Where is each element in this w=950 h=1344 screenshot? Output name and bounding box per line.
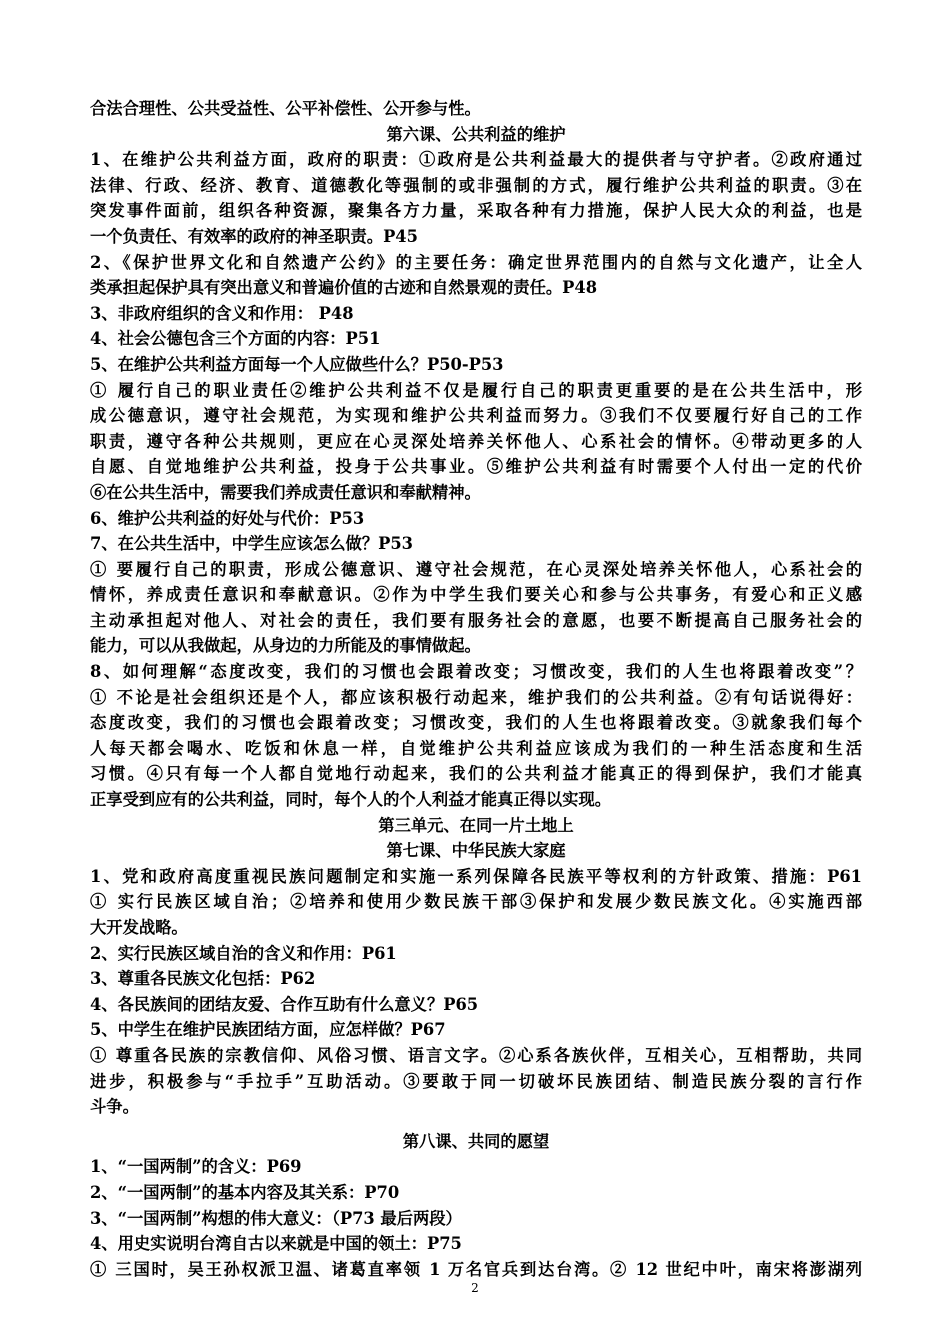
text-line: 职责，遵守各种公共规则，更应在心灵深处培养关怀他人、心系社会的情怀。④带动更多的人: [90, 431, 862, 451]
text-line: 进步，积极参与“手拉手”互助活动。③要敢于同一切破坏民族团结、制造民族分裂的言行作: [90, 1071, 862, 1091]
text-line: ① 履行自己的职业责任②维护公共利益不仅是履行自己的职责更重要的是在公共生活中，形: [90, 380, 862, 400]
text-line: ① 不论是社会组织还是个人，都应该积极行动起来，维护我们的公共利益。②有句话说得好：: [90, 687, 862, 707]
text-line: 6、维护公共利益的好处与代价：P53: [90, 508, 365, 528]
section-heading: 第八课、共同的愿望: [402, 1131, 550, 1151]
document-body: [90, 96, 862, 1282]
text-line: ① 实行民族区域自治；②培养和使用少数民族干部③保护和发展少数民族文化。④实施西部: [90, 892, 862, 912]
text-line: 类承担起保护具有突出意义和普遍价值的古迹和自然景观的责任。P48: [90, 278, 598, 298]
text-line: 1、在维护公共利益方面，政府的职责：①政府是公共利益最大的提供者与守护者。②政府通过: [90, 150, 862, 170]
text-line: 一个负责任、有效率的政府的神圣职责。P45: [90, 226, 418, 246]
text-line: 自愿、自觉地维护公共利益，投身于公共事业。⑤维护公共利益有时需要个人付出一定的代价: [90, 457, 862, 477]
text-line: 5、中学生在维护民族团结方面，应怎样做？P67: [90, 1020, 446, 1040]
text-line: 斗争。: [90, 1097, 139, 1117]
text-line: ⑥在公共生活中，需要我们养成责任意识和奉献精神。: [90, 482, 481, 502]
unit-heading: 第三单元、在同一片土地上: [378, 815, 574, 835]
text-line: 情怀，养成责任意识和奉献意识。②作为中学生我们要关心和参与公共事务，有爱心和正义感: [90, 585, 862, 605]
text-line: 法律、行政、经济、教育、道德教化等强制的或非强制的方式，履行维护公共利益的职责。③在: [90, 175, 862, 195]
text-line: 3、“一国两制”构想的伟大意义：（P73 最后两段）: [90, 1208, 462, 1228]
text-line: 8、如何理解“态度改变，我们的习惯也会跟着改变；习惯改变，我们的人生也将跟着改变”？: [90, 662, 862, 682]
text-line: 能力，可以从我做起，从身边的力所能及的事情做起。: [90, 636, 481, 656]
text-line: ① 要履行自己的职责，形成公德意识、遵守社会规范，在心灵深处培养关怀他人，心系社会的: [90, 559, 862, 579]
text-line: 3、尊重各民族文化包括：P62: [90, 969, 316, 989]
text-line: 4、用史实说明台湾自古以来就是中国的领土：P75: [90, 1234, 462, 1254]
text-line: 正享受到应有的公共利益，同时，每个人的个人利益才能真正得以实现。: [90, 790, 612, 810]
text-line: 突发事件面前，组织各种资源，聚集各方力量，采取各种有力措施，保护人民大众的利益，也是: [90, 201, 862, 221]
text-line: ① 三国时，吴王孙权派卫温、诸葛直率领 1 万名官兵到达台湾。② 12 世纪中叶，南宋将澎湖列: [90, 1259, 862, 1279]
text-line: 1、“一国两制”的含义：P69: [90, 1157, 302, 1177]
page-number: 2: [471, 1281, 479, 1295]
text-line: 3、非政府组织的含义和作用： P48: [90, 303, 354, 323]
section-heading: 第六课、公共利益的维护: [386, 124, 566, 144]
text-line: 5、在维护公共利益方面每一个人应做些什么？P50-P53: [90, 354, 504, 374]
spacer: [90, 1120, 862, 1129]
text-line: 4、社会公德包含三个方面的内容：P51: [90, 329, 381, 349]
text-line: 4、各民族间的团结友爱、合作互助有什么意义？P65: [90, 994, 479, 1014]
text-line: 主动承担起对他人、对社会的责任，我们要有服务社会的意愿，也要不断提高自己服务社会的: [90, 610, 862, 630]
section-heading: 第七课、中华民族大家庭: [386, 841, 566, 861]
text-line: 态度改变，我们的习惯也会跟着改变；习惯改变，我们的人生也将跟着改变。③就象我们每个: [90, 713, 862, 733]
text-line: 1、党和政府高度重视民族问题制定和实施一系列保障各民族平等权利的方针政策、措施：P61: [90, 866, 862, 886]
text-line: 2、实行民族区域自治的含义和作用：P61: [90, 943, 397, 963]
text-line: 2、“一国两制”的基本内容及其关系：P70: [90, 1182, 400, 1202]
text-line: 合法合理性、公共受益性、公平补偿性、公开参与性。: [90, 99, 481, 118]
text-line: 习惯。④只有每一个人都自觉地行动起来，我们的公共利益才能真正的得到保护，我们才能真: [90, 764, 862, 784]
text-line: 大开发战略。: [90, 918, 188, 937]
text-line: ① 尊重各民族的宗教信仰、风俗习惯、语言文字。②心系各族伙伴，互相关心，互相帮助，共同: [90, 1045, 862, 1065]
text-line: 2、《保护世界文化和自然遗产公约》的主要任务：确定世界范围内的自然与文化遗产，让全人: [90, 252, 862, 272]
text-line: 7、在公共生活中，中学生应该怎么做？P53: [90, 534, 414, 554]
text-line: 人每天都会喝水、吃饭和休息一样，自觉维护公共利益应该成为我们的一种生活态度和生活: [90, 738, 862, 758]
text-line: 成公德意识，遵守社会规范，为实现和维护公共利益而努力。③我们不仅要履行好自己的工作: [90, 406, 862, 426]
